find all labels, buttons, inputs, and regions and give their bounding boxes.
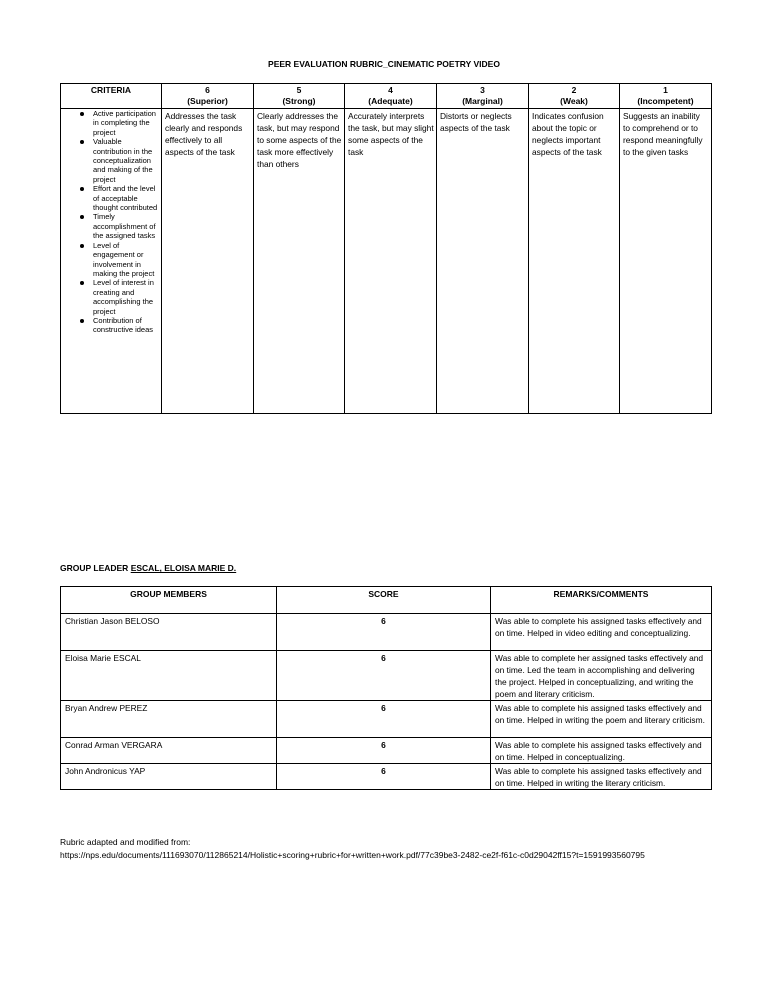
bullet-icon — [80, 112, 84, 116]
level-score: 5 — [296, 85, 302, 95]
member-remarks: Was able to complete his assigned tasks effectively and on time. Helped in writing the poem and literary criticism. — [491, 701, 712, 738]
level-description: Addresses the task clearly and responds effectively to all aspects of the task — [162, 109, 254, 414]
page-title: PEER EVALUATION RUBRIC_CINEMATIC POETRY VIDEO — [268, 59, 500, 69]
table-row — [61, 738, 712, 764]
group-leader — [60, 563, 236, 573]
member-remarks: Was able to complete his assigned tasks effectively and on time. Helped in video editing and conceptualizing. — [491, 614, 712, 651]
table-row — [61, 614, 712, 651]
column-header-remarks: REMARKS/COMMENTS — [491, 587, 712, 614]
bullet-icon — [80, 281, 84, 285]
criteria-text: Contribution of constructive ideas — [93, 315, 154, 335]
bullet-icon — [80, 187, 84, 191]
member-name: Christian Jason BELOSO — [61, 614, 277, 651]
member-name: John Andronicus YAP — [61, 764, 277, 790]
criteria-list — [61, 109, 161, 335]
criteria-text: Active participation in completing the project — [93, 109, 156, 137]
level-description: Accurately interprets the task, but may slight some aspects of the task — [345, 109, 437, 414]
level-header — [620, 84, 712, 109]
level-header — [345, 84, 437, 109]
criteria-item — [93, 184, 161, 212]
member-name: Conrad Arman VERGARA — [61, 738, 277, 764]
level-score: 3 — [480, 85, 485, 95]
member-score: 6 — [277, 651, 491, 701]
criteria-item — [93, 316, 161, 335]
member-score: 6 — [277, 614, 491, 651]
level-label: (Incompetent) — [637, 96, 694, 106]
column-header-members: GROUP MEMBERS — [61, 587, 277, 614]
level-description: Indicates confusion about the topic or neglects important aspects of the task — [529, 109, 620, 414]
level-header — [162, 84, 254, 109]
level-label: (Strong) — [282, 96, 316, 106]
rubric-header-row — [61, 84, 712, 109]
level-score: 1 — [663, 85, 668, 95]
criteria-item — [93, 278, 161, 316]
criteria-text: Level of interest in creating and accomplishing the project — [93, 278, 154, 316]
level-header — [529, 84, 620, 109]
criteria-item — [93, 137, 161, 184]
criteria-text: Timely accomplishment of the assigned tasks — [93, 212, 156, 241]
level-header — [437, 84, 529, 109]
bullet-icon — [80, 215, 84, 219]
member-name: Bryan Andrew PEREZ — [61, 701, 277, 738]
footnote — [60, 836, 645, 862]
level-label: (Marginal) — [462, 96, 503, 106]
table-row — [61, 701, 712, 738]
table-row — [61, 764, 712, 790]
members-header-row — [61, 587, 712, 614]
rubric-table — [60, 83, 712, 414]
table-row — [61, 651, 712, 701]
level-score: 4 — [388, 85, 393, 95]
level-label: (Adequate) — [368, 96, 413, 106]
level-header — [254, 84, 345, 109]
bullet-icon — [80, 244, 84, 248]
level-description: Distorts or neglects aspects of the task — [437, 109, 529, 414]
footnote-intro: Rubric adapted and modified from: — [60, 837, 191, 847]
level-label: (Superior) — [187, 96, 228, 106]
bullet-icon — [80, 319, 84, 323]
member-remarks: Was able to complete her assigned tasks effectively and on time. Led the team in accomplishing and delivering the project. Helped in conceptualizing, and writing the poem and literary criticism. — [491, 651, 712, 701]
bullet-icon — [80, 140, 84, 144]
criteria-item — [93, 109, 161, 137]
criteria-header: CRITERIA — [61, 84, 162, 109]
level-label: (Weak) — [560, 96, 588, 106]
criteria-text: Effort and the level of acceptable thought contributed — [93, 184, 158, 213]
level-score: 6 — [205, 85, 210, 95]
member-remarks: Was able to complete his assigned tasks effectively and on time. Helped in conceptualizing. — [491, 738, 712, 764]
criteria-text: Level of engagement or involvement in making the project — [93, 240, 155, 278]
group-leader-label: GROUP LEADER — [60, 563, 129, 573]
footnote-link[interactable]: https://nps.edu/documents/111693070/112865214/Holistic+scoring+rubric+for+written+work.pdf/77c39be3-2482-ce2f-f61c-c0d29042ff15?t=1591993560795 — [60, 850, 645, 860]
group-leader-name: ESCAL, ELOISA MARIE D. — [130, 563, 237, 573]
criteria-item — [93, 212, 161, 240]
member-name: Eloisa Marie ESCAL — [61, 651, 277, 701]
member-score: 6 — [277, 764, 491, 790]
members-table — [60, 586, 712, 790]
level-score: 2 — [571, 85, 577, 95]
member-score: 6 — [277, 738, 491, 764]
column-header-score: SCORE — [277, 587, 491, 614]
member-remarks: Was able to complete his assigned tasks effectively and on time. Helped in writing the literary criticism. — [491, 764, 712, 790]
criteria-text: Valuable contribution in the conceptualization and making of the project — [93, 137, 153, 184]
rubric-body-row — [61, 109, 712, 414]
criteria-item — [93, 241, 161, 279]
criteria-cell — [61, 109, 162, 414]
level-description: Clearly addresses the task, but may respond to some aspects of the task more effectively than others — [254, 109, 345, 414]
level-description: Suggests an inability to comprehend or to respond meaningfully to the given tasks — [620, 109, 712, 414]
member-score: 6 — [277, 701, 491, 738]
